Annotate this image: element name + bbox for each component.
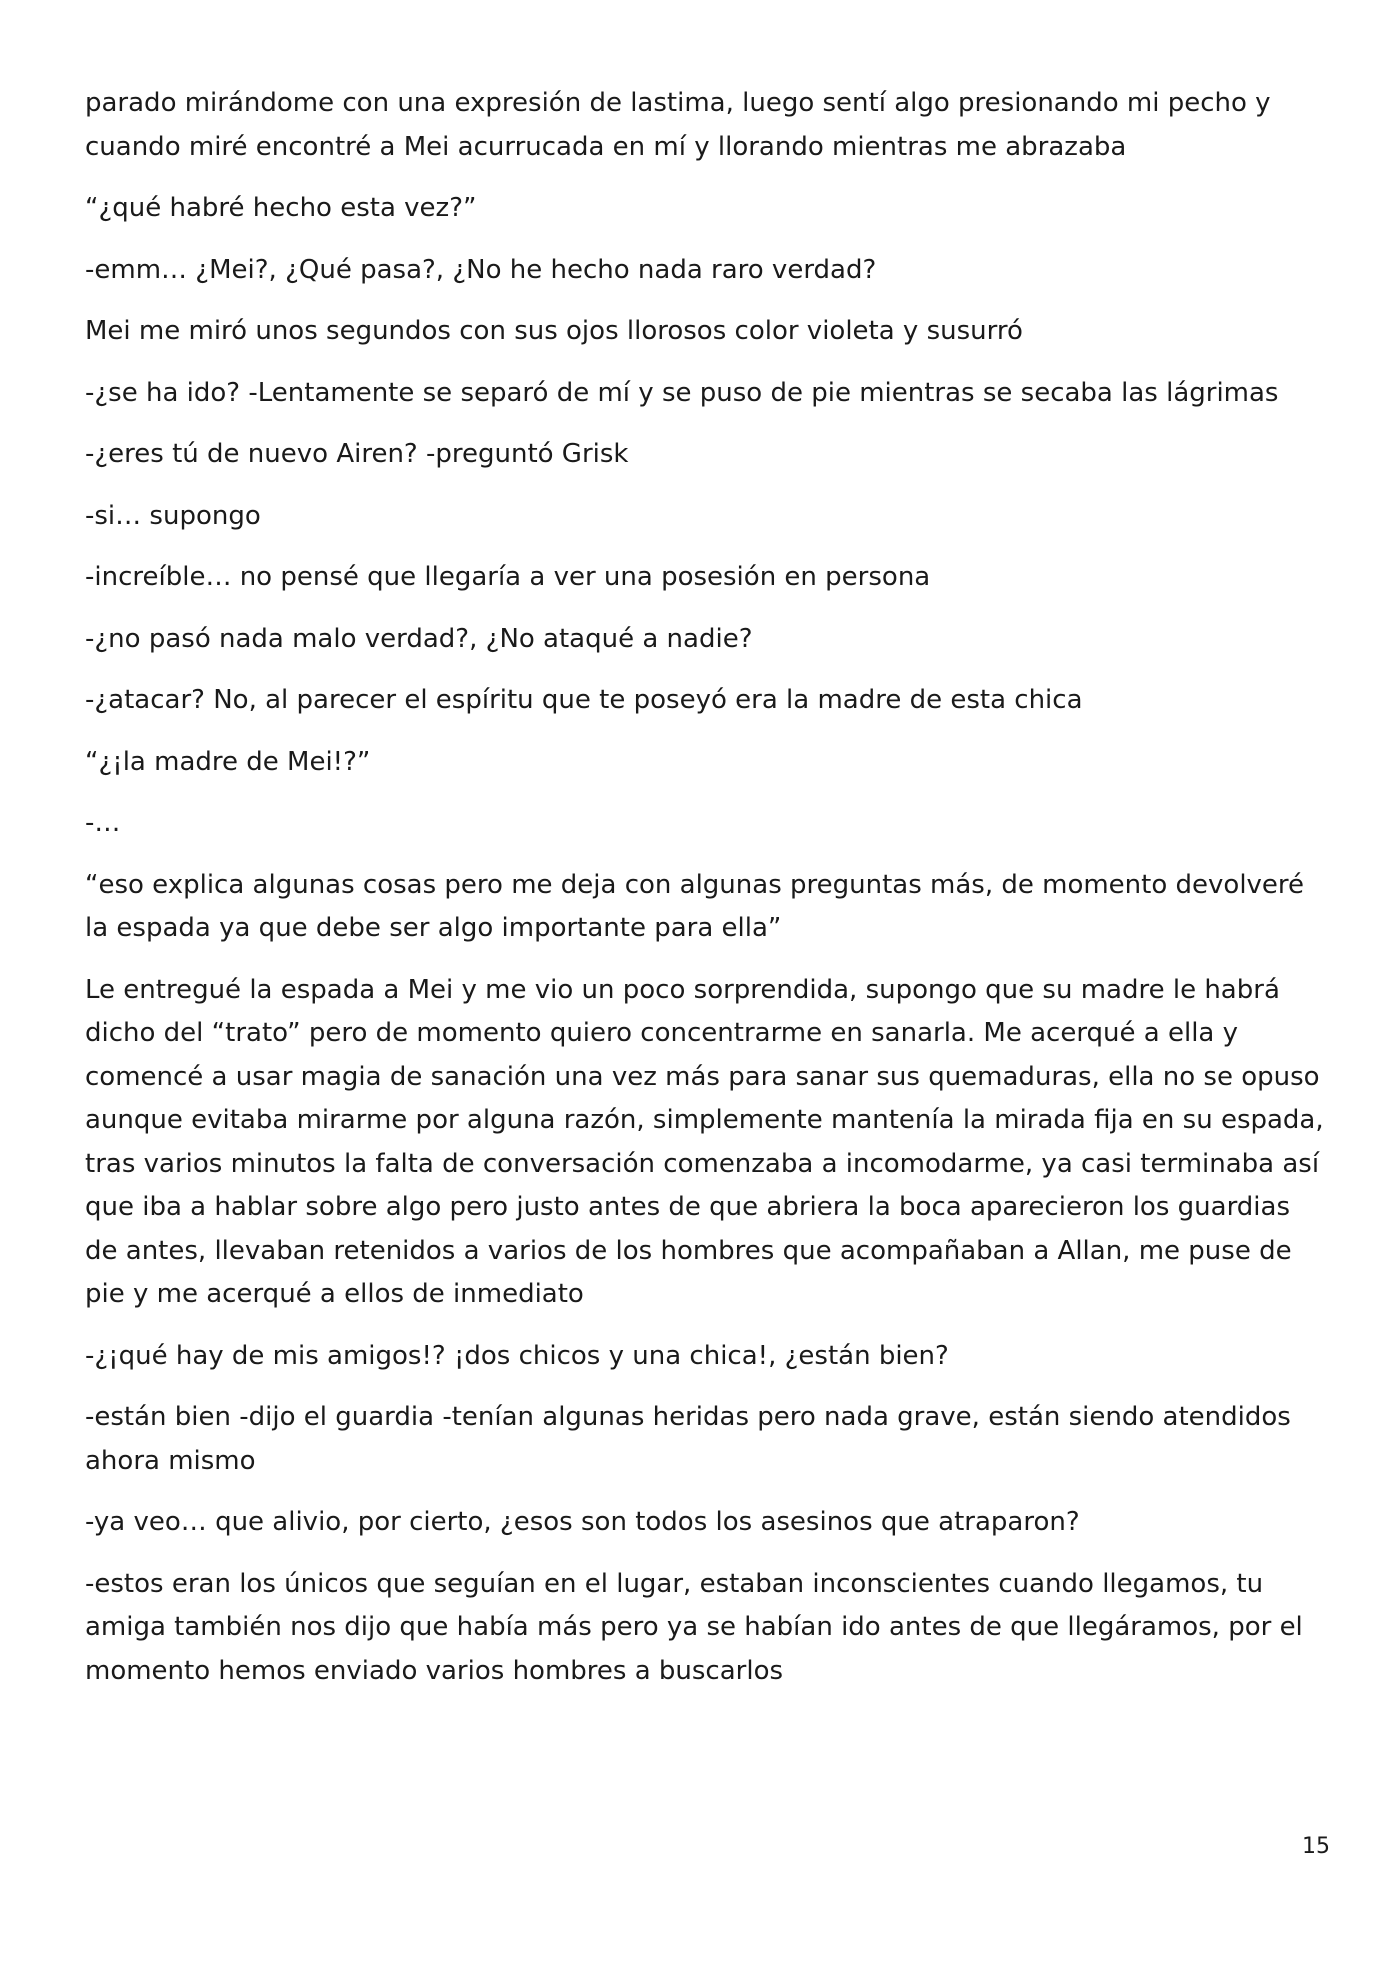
page-number: 15 (1302, 1834, 1330, 1859)
paragraph: -emm… ¿Mei?, ¿Qué pasa?, ¿No he hecho nada raro verdad? (85, 254, 877, 285)
paragraph: -¿eres tú de nuevo Airen? -preguntó Grisk (85, 439, 629, 469)
paragraph: -… (85, 808, 121, 838)
paragraph: “¿qué habré hecho esta vez?” (85, 193, 477, 223)
paragraph: -ya veo… que alivio, por cierto, ¿esos son todos los asesinos que atraparon? (85, 1507, 1080, 1537)
paragraph: -¿atacar? No, al parecer el espíritu que te poseyó era la madre de esta chica (85, 685, 1083, 715)
paragraph: -estos eran los únicos que seguían en el lugar, estaban inconscientes cuando llegamos, tu amiga también nos dijo que había más pero ya se habían ido antes de que llegáramos, por el momento hemos enviado varios hombres a buscarlos (85, 1568, 1303, 1686)
paragraph: “eso explica algunas cosas pero me deja con algunas preguntas más, de momento devolveré la espada ya que debe ser algo importante para ella” (85, 869, 1305, 943)
paragraph: -¿se ha ido? -Lentamente se separó de mí y se puso de pie mientras se secaba las lágrimas (85, 377, 1279, 408)
paragraph: Le entregué la espada a Mei y me vio un poco sorprendida, supongo que su madre le habrá dicho del “trato” pero de momento quiero concentrarme en sanarla. Me acerqué a ella y comencé a usar magia de sanación una vez más para sanar sus quemaduras, ella no se opuso aunque evitaba mirarme por alguna razón, simplemente mantenía la mirada fija en su espada, tras varios minutos la falta de conversación comenzaba a incomodarme, ya casi terminaba así que iba a hablar sobre algo pero justo antes de que abriera la boca aparecieron los guardias de antes, llevaban retenidos a varios de los hombres que acompañaban a Allan, me puse de pie y me acerqué a ellos de inmediato (85, 974, 1324, 1309)
paragraph: -si… supongo (85, 500, 261, 531)
paragraph: “¿¡la madre de Mei!?” (85, 746, 371, 777)
paragraph: -¿¡qué hay de mis amigos!? ¡dos chicos y una chica!, ¿están bien? (85, 1340, 949, 1371)
document-body (85, 82, 1330, 1711)
paragraph: -¿no pasó nada malo verdad?, ¿No ataqué a nadie? (85, 623, 753, 654)
paragraph: Mei me miró unos segundos con sus ojos llorosos color violeta y susurró (85, 316, 1023, 346)
paragraph: -increíble… no pensé que llegaría a ver una posesión en persona (85, 562, 931, 592)
paragraph: parado mirándome con una expresión de lastima, luego sentí algo presionando mi pecho y cuando miré encontré a Mei acurrucada en mí y llorando mientras me abrazaba (85, 88, 1271, 162)
paragraph: -están bien -dijo el guardia -tenían algunas heridas pero nada grave, están siendo atendidos ahora mismo (85, 1402, 1291, 1476)
